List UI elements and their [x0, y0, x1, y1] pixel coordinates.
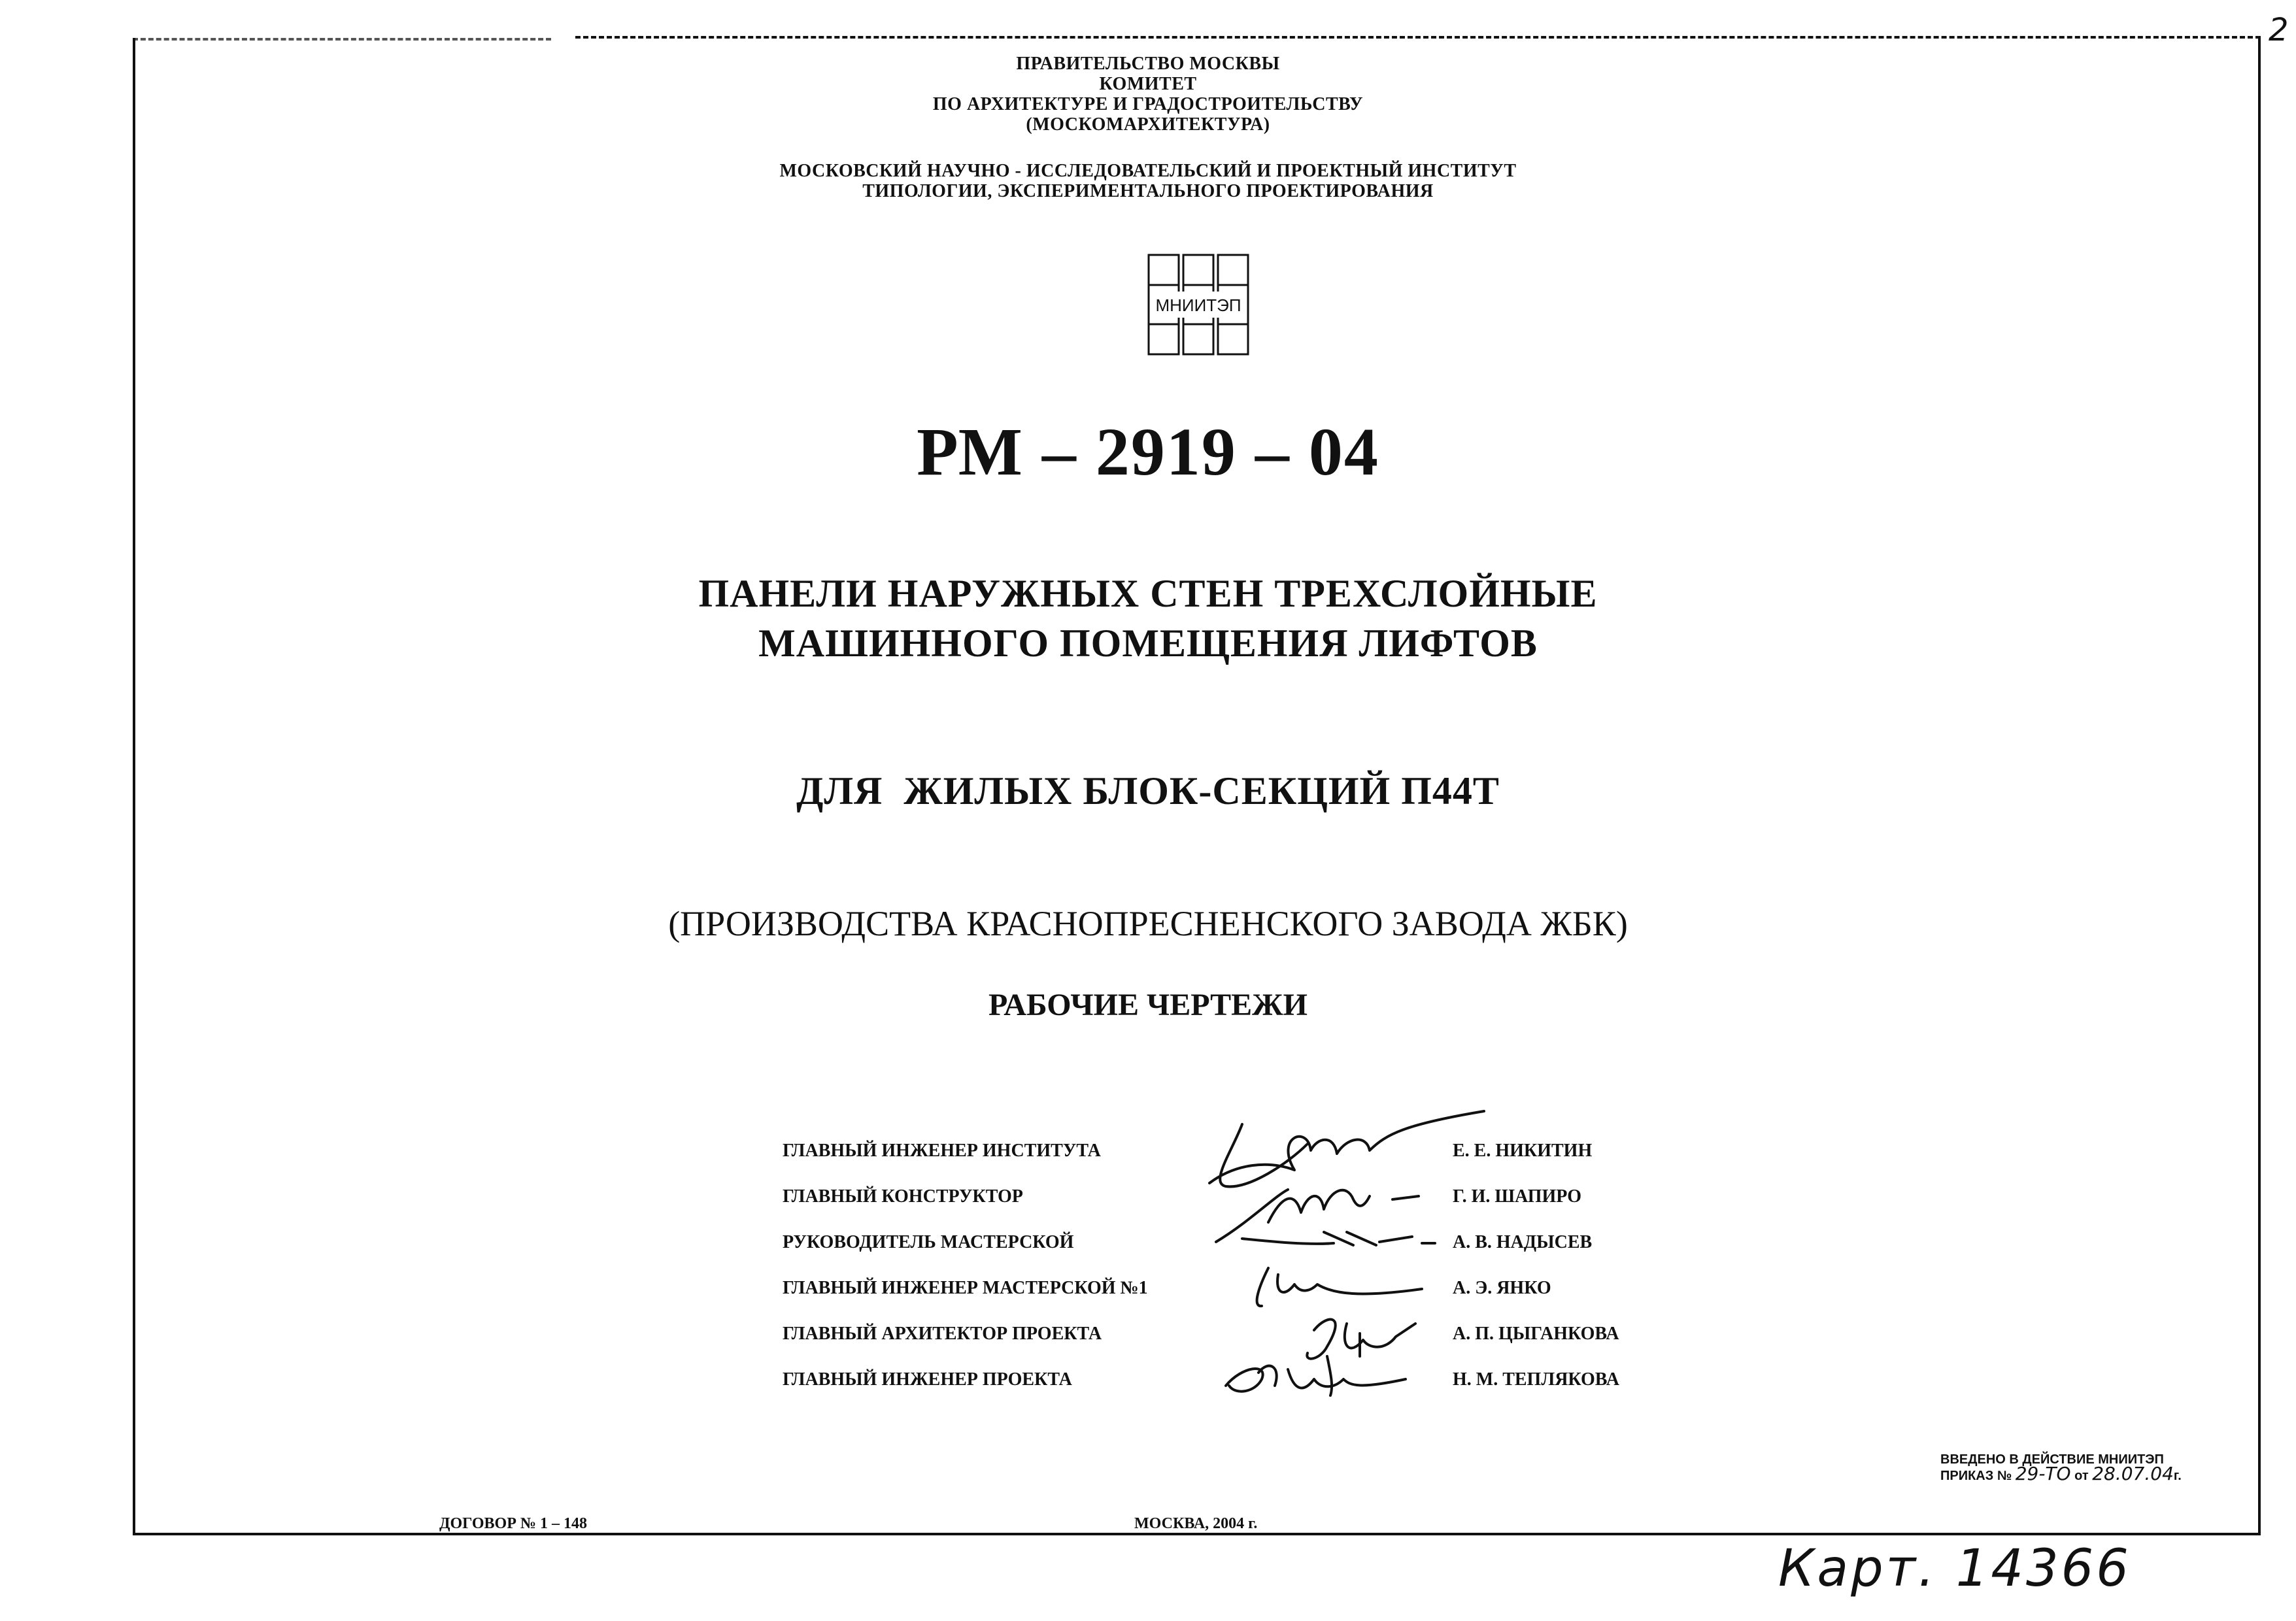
order-number: 29-ТО [2015, 1463, 2071, 1484]
introduction-line: ВВЕДЕНО В ДЕЙСТВИЕ МНИИТЭП [1940, 1452, 2164, 1467]
order-line [1940, 1463, 2182, 1484]
signatory-name: А. В. НАДЫСЕВ [1453, 1232, 1593, 1252]
title-line2: МАШИННОГО ПОМЕЩЕНИЯ ЛИФТОВ [758, 622, 1538, 665]
signatory-name: А. Э. ЯНКО [1453, 1278, 1551, 1298]
committee-full-name: ПО АРХИТЕКТУРЕ И ГРАДОСТРОИТЕЛЬСТВУ [932, 94, 1364, 114]
signatory-role: ГЛАВНЫЙ АРХИТЕКТОР ПРОЕКТА [783, 1324, 1102, 1344]
signature-nadysev [1242, 1232, 1435, 1245]
signatory-row [783, 1141, 2286, 1167]
order-prefix: ПРИКАЗ № [1940, 1469, 2012, 1483]
institute-name-line2: ТИПОЛОГИИ, ЭКСПЕРИМЕНТАЛЬНОГО ПРОЕКТИРОВАНИЯ [862, 181, 1434, 201]
document-code: РМ – 2919 – 04 [917, 414, 1379, 490]
contract-number: ДОГОВОР № 1 – 148 [439, 1515, 587, 1532]
header-block [0, 54, 2296, 135]
order-from: от [2074, 1469, 2089, 1483]
committee-label: КОМИТЕТ [1099, 74, 1197, 94]
signatory-role: ГЛАВНЫЙ ИНЖЕНЕР ИНСТИТУТА [783, 1141, 1101, 1161]
document-title [0, 569, 2296, 668]
frame-top-border [575, 36, 2261, 39]
handwritten-archive-card: Карт. 14366 [1778, 1539, 2131, 1598]
signatory-role: РУКОВОДИТЕЛЬ МАСТЕРСКОЙ [783, 1232, 1074, 1252]
signature-yanko [1257, 1268, 1422, 1306]
signature-tsygankova [1307, 1320, 1415, 1359]
signatory-name: Е. Е. НИКИТИН [1453, 1141, 1593, 1161]
signatory-role: ГЛАВНЫЙ ИНЖЕНЕР МАСТЕРСКОЙ №1 [783, 1278, 1148, 1298]
handwritten-sheet-number: 2 [2269, 12, 2289, 48]
government-name: ПРАВИТЕЛЬСТВО МОСКВЫ [1016, 54, 1280, 74]
institute-block [0, 161, 2296, 201]
signature-teplyakova [1226, 1356, 1406, 1395]
producer-line: (ПРОИЗВОДСТВА КРАСНОПРЕСНЕНСКОГО ЗАВОДА ЖБК) [668, 904, 1628, 943]
institute-name-line1: МОСКОВСКИЙ НАУЧНО - ИССЛЕДОВАТЕЛЬСКИЙ И ПРОЕКТНЫЙ ИНСТИТУТ [779, 161, 1517, 181]
logo-text: МНИИТЭП [1155, 295, 1241, 315]
order-date: 28.07.04 [2092, 1463, 2174, 1484]
document-subtitle: ДЛЯ ЖИЛЫХ БЛОК-СЕКЦИЙ П44Т [796, 769, 1500, 812]
signatory-row [783, 1278, 2286, 1304]
frame-bottom-border [133, 1533, 2261, 1535]
signatory-name: Г. И. ШАПИРО [1453, 1186, 1581, 1207]
mniitep-logo [1147, 254, 1249, 356]
signature-shapiro [1216, 1190, 1419, 1242]
signatory-row [783, 1324, 2286, 1350]
signatory-name: А. П. ЦЫГАНКОВА [1453, 1324, 1619, 1344]
signatory-name: Н. М. ТЕПЛЯКОВА [1453, 1369, 1619, 1390]
signatory-row [783, 1232, 2286, 1258]
handwritten-signatures [1196, 1098, 1491, 1412]
signatory-row [783, 1369, 2286, 1395]
city-year: МОСКВА, 2004 г. [1134, 1515, 1258, 1532]
signatory-role: ГЛАВНЫЙ ИНЖЕНЕР ПРОЕКТА [783, 1369, 1072, 1390]
stage-label: РАБОЧИЕ ЧЕРТЕЖИ [988, 988, 1308, 1022]
signatory-role: ГЛАВНЫЙ КОНСТРУКТОР [783, 1186, 1023, 1207]
signatory-row [783, 1186, 2286, 1212]
signature-nikitin [1209, 1111, 1484, 1186]
committee-short-name: (МОСКОМАРХИТЕКТУРА) [1026, 114, 1270, 135]
introduction-note [1940, 1452, 2182, 1483]
title-line1: ПАНЕЛИ НАРУЖНЫХ СТЕН ТРЕХСЛОЙНЫЕ [698, 572, 1598, 615]
frame-top-left-dashed [133, 38, 551, 41]
order-suffix: г. [2173, 1469, 2182, 1483]
